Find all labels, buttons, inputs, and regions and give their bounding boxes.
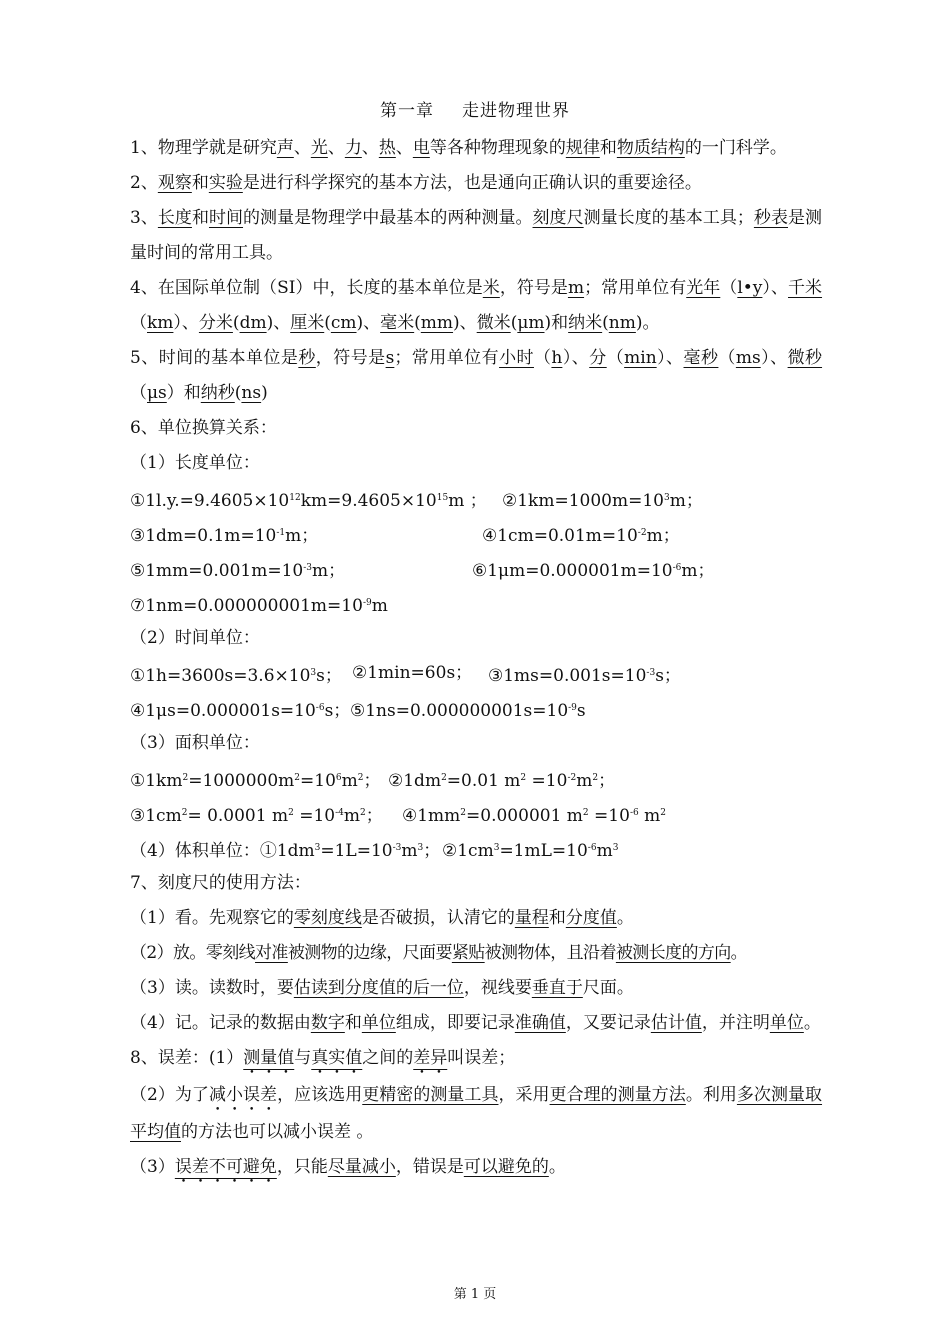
area-formula-2: $②1dm^2=0.01$ $m^2 =10^{-2}m^2$；: [388, 771, 616, 791]
ruler-step-place: （2）放。零刻线对准被测物的边缘，尺面要紧贴被测物体，且沿着被测长度的方向。: [130, 943, 748, 963]
ruler-step-look: （1）看。先观察它的零刻度线是否破损，认清它的量程和分度值。: [130, 908, 634, 928]
length-row-2: [130, 516, 822, 551]
length-row-1: [130, 481, 822, 516]
length-formula-3: $③1dm=0.1m=10^{-1}m$；: [130, 526, 319, 546]
error-reduction: （2）为了减小误差，应该选用更精密的测量工具，采用更合理的测量方法。利用多次测量取平均值的方法也可以减小误差 。: [130, 1085, 823, 1142]
length-units-heading: （1）长度单位：: [130, 453, 260, 473]
paragraph-5: 5、时间的基本单位是秒，符号是s；常用单位有小时（h）、分（min）、毫秒（ms）、微秒（μs）和纳秒(ns): [130, 348, 823, 403]
paragraph-2: 2、观察和实验是进行科学探究的基本方法，也是通向正确认识的重要途径。: [130, 173, 702, 193]
page-number: 第 1 页: [453, 1287, 497, 1302]
volume-row: [130, 831, 822, 866]
chapter-name: 走进物理世界: [462, 101, 570, 121]
error-definition: 8、误差：(1）测量值与真实值之间的差异叫误差；: [130, 1048, 516, 1068]
ruler-step-record: （4）记。记录的数据由数字和单位组成，即要记录准确值，又要记录估计值，并注明单位。: [130, 1013, 821, 1033]
volume-formula-2: $②1cm^3=1mL=10^{-6}m^3$: [442, 841, 619, 861]
length-formula-1: $①1l.y.=9.4605\times 10^{12}km=9.4605\times 10^{15}m$ ；: [130, 491, 487, 511]
area-formula-3: $③1cm^2= 0.0001$ $m^2 =10^{-4}m^2$；: [130, 806, 383, 826]
length-row-4: [130, 586, 822, 621]
time-row-1: [130, 656, 822, 691]
section-7-heading: 7、刻度尺的使用方法：: [130, 873, 311, 893]
paragraph-4: 4、在国际单位制（SI）中，长度的基本单位是米，符号是m；常用单位有光年（l•y）、千米（km）、分米(dm)、厘米(cm)、毫米(mm)、微米(μm)和纳米(nm)。: [130, 278, 823, 333]
paragraph-3: 3、长度和时间的测量是物理学中最基本的两种测量。刻度尺测量长度的基本工具；秒表是测量时间的常用工具。: [130, 208, 823, 263]
length-formula-5: $⑤1mm=0.001m=10^{-3}m$；: [130, 561, 346, 581]
time-units-heading: （2）时间单位：: [130, 628, 260, 648]
area-formula-4: $④1mm^2=0.000001$ $m^2 =10^{-6}$ $m^2$: [402, 806, 666, 826]
chapter-number: 第一章: [380, 101, 434, 121]
time-formula-3: $③1ms=0.001s=10^{-3}s$；: [488, 666, 681, 686]
length-formula-7: $⑦1nm=0.000000001m=10^{-9}m$: [130, 596, 388, 616]
area-units-heading: （3）面积单位：: [130, 733, 260, 753]
area-row-2: [130, 796, 822, 831]
length-formula-4: $④1cm=0.01m=10^{-2}m$；: [482, 526, 680, 546]
volume-formula-1: （4）体积单位：$①1dm^3=1L=10^{-3}m^3$；: [130, 841, 441, 861]
length-row-3: [130, 551, 822, 586]
time-formula-2: ②1min=60s；: [352, 663, 473, 683]
area-row-1: [130, 761, 822, 796]
document-body: [130, 131, 822, 1187]
area-formula-1: $①1km^2=1000000m^2=10^6m^2$；: [130, 771, 381, 791]
length-formula-2: $②1km=1000m=10^3m$；: [502, 491, 703, 511]
section-6-heading: 6、单位换算关系：: [130, 418, 277, 438]
time-formula-5: $⑤1ns=0.000000001s=10^{-9}s$: [350, 701, 586, 721]
chapter-title: [0, 96, 950, 121]
time-formula-4: $④1\mu s=0.000001s=10^{-6}s$；: [130, 701, 351, 721]
time-formula-1: $①1h=3600s=3.6\times 10^3s$；: [130, 666, 342, 686]
ruler-step-read: （3）读。读数时，要估读到分度值的后一位，视线要垂直于尺面。: [130, 978, 634, 998]
error-vs-mistake: （3）误差不可避免，只能尽量减小，错误是可以避免的。: [130, 1157, 566, 1177]
time-row-2: [130, 691, 822, 726]
length-formula-6: $⑥1\mu m=0.000001m=10^{-6}m$；: [472, 561, 715, 581]
paragraph-1: 1、物理学就是研究声、光、力、热、电等各种物理现象的规律和物质结构的一门科学。: [130, 138, 787, 158]
